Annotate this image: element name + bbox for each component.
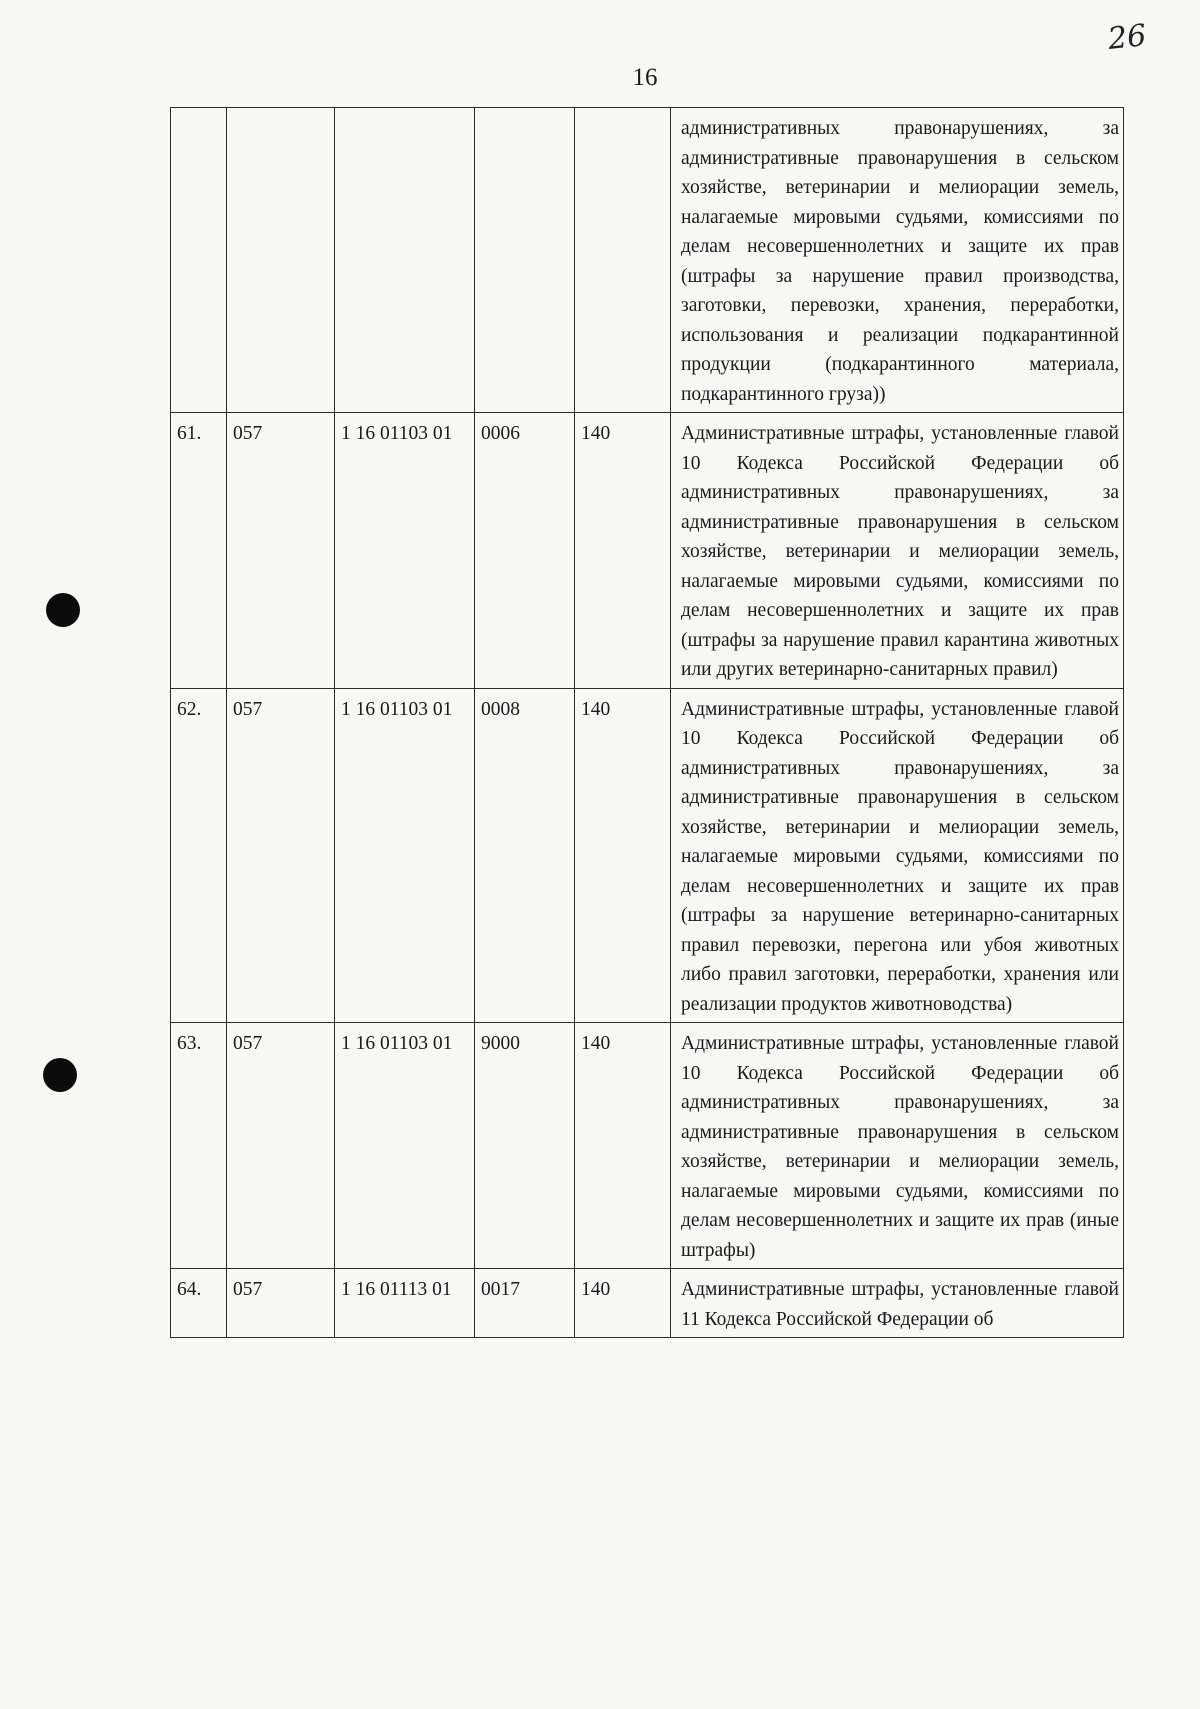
kbk-sub-cell (475, 108, 575, 413)
table-row (171, 688, 1124, 1023)
row-number-cell: 62. (171, 688, 227, 1023)
table-row (171, 108, 1124, 413)
description-cell: Административные штрафы, установленные главой 10 Кодекса Российской Федерации об административных правонарушениях, за административные правонарушения в сельском хозяйстве, ветеринарии и мелиорации земель, налагаемые мировыми судьями, комиссиями по делам несовершеннолетних и защите их прав (иные штрафы) (671, 1023, 1124, 1269)
admin-code-cell: 057 (227, 1023, 335, 1269)
description-cell: Административные штрафы, установленные главой 10 Кодекса Российской Федерации об административных правонарушениях, за административные правонарушения в сельском хозяйстве, ветеринарии и мелиорации земель, налагаемые мировыми судьями, комиссиями по делам несовершеннолетних и защите их прав (штрафы за нарушение ветеринарно-санитарных правил перевозки, перегона или убоя животных либо правил заготовки, переработки, хранения или реализации продуктов животноводства) (671, 688, 1124, 1023)
table-row (171, 1023, 1124, 1269)
kbk-type-cell: 140 (575, 1023, 671, 1269)
kbk-type-cell: 140 (575, 688, 671, 1023)
kbk-sub-cell: 0006 (475, 413, 575, 689)
admin-code-cell (227, 108, 335, 413)
description-cell: Административные штрафы, установленные главой 10 Кодекса Российской Федерации об административных правонарушениях, за административные правонарушения в сельском хозяйстве, ветеринарии и мелиорации земель, налагаемые мировыми судьями, комиссиями по делам несовершеннолетних и защите их прав (штрафы за нарушение правил карантина животных или других ветеринарно-санитарных правил) (671, 413, 1124, 689)
kbk-type-cell: 140 (575, 413, 671, 689)
handwritten-sheet-number: 26 (1106, 18, 1148, 57)
row-number-cell: 61. (171, 413, 227, 689)
kbk-main-cell: 1 16 01103 01 (335, 688, 475, 1023)
table-row (171, 1269, 1124, 1338)
kbk-main-cell: 1 16 01103 01 (335, 1023, 475, 1269)
kbk-sub-cell: 0008 (475, 688, 575, 1023)
row-number-cell: 64. (171, 1269, 227, 1338)
kbk-main-cell (335, 108, 475, 413)
kbk-sub-cell: 0017 (475, 1269, 575, 1338)
kbk-type-cell: 140 (575, 1269, 671, 1338)
row-number-cell (171, 108, 227, 413)
punch-hole-bottom (43, 1058, 77, 1092)
revenue-codes-table (170, 107, 1124, 1338)
kbk-type-cell (575, 108, 671, 413)
row-number-cell: 63. (171, 1023, 227, 1269)
kbk-main-cell: 1 16 01103 01 (335, 413, 475, 689)
kbk-sub-cell: 9000 (475, 1023, 575, 1269)
admin-code-cell: 057 (227, 1269, 335, 1338)
table-row (171, 413, 1124, 689)
kbk-main-cell: 1 16 01113 01 (335, 1269, 475, 1338)
description-cell: Административные штрафы, установленные главой 11 Кодекса Российской Федерации об (671, 1269, 1124, 1338)
page-number: 16 (632, 64, 658, 91)
punch-hole-top (46, 593, 80, 627)
admin-code-cell: 057 (227, 688, 335, 1023)
description-cell: административных правонарушениях, за административные правонарушения в сельском хозяйстве, ветеринарии и мелиорации земель, налагаемые мировыми судьями, комиссиями по делам несовершеннолетних и защите их прав (штрафы за нарушение правил производства, заготовки, перевозки, хранения, переработки, использования и реализации подкарантинной продукции (подкарантинного материала, подкарантинного груза)) (671, 108, 1124, 413)
admin-code-cell: 057 (227, 413, 335, 689)
